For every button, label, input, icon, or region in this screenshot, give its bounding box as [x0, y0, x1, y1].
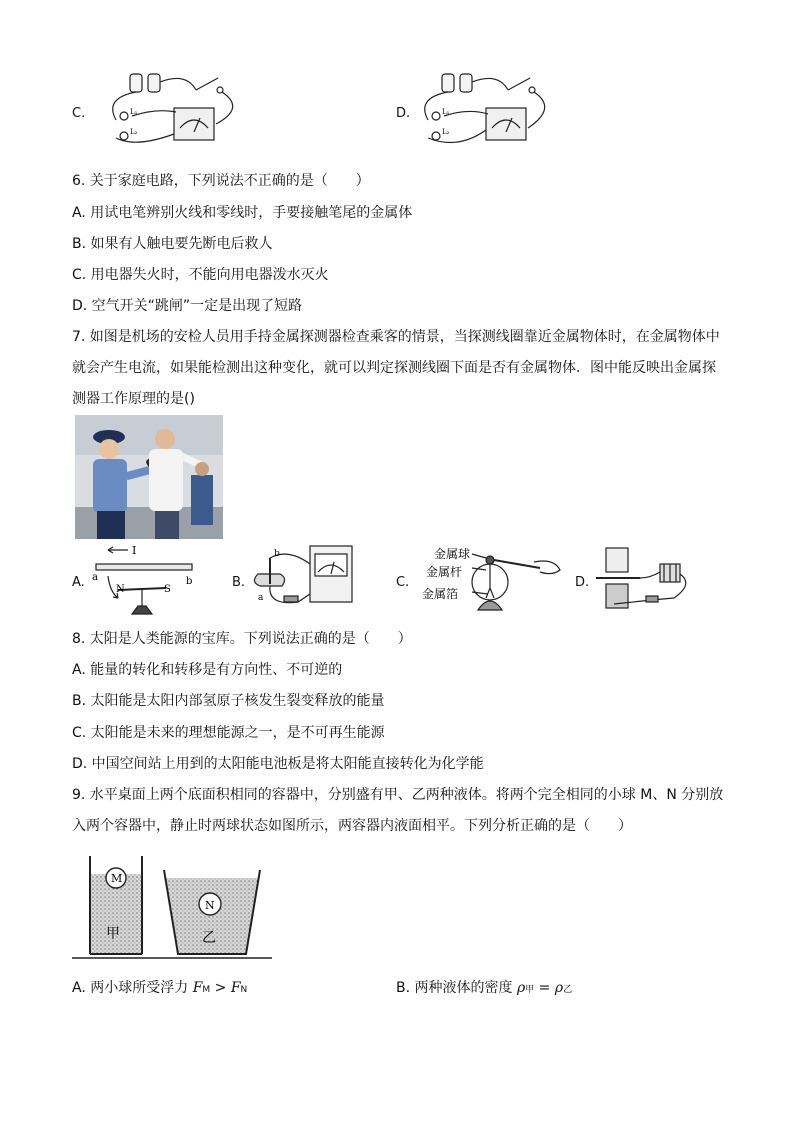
- pole-s-label: S: [164, 584, 171, 595]
- liquid-jia-label: 甲: [106, 926, 120, 942]
- q8-stem: 8. 太阳是人类能源的宝库。下列说法正确的是（ ）: [72, 631, 412, 647]
- subscript-n: N: [240, 985, 248, 995]
- density-symbol: ρ: [516, 980, 526, 996]
- q9-option-a: [72, 979, 247, 999]
- q7-diagram-c-electroscope: [414, 540, 564, 616]
- q7-diagram-d-motor: [594, 544, 698, 614]
- q9-option-b-text: B. 两种液体的密度: [396, 980, 517, 996]
- q5-circuit-diagram-c: [96, 68, 246, 152]
- subscript-m: M: [202, 985, 211, 995]
- metal-ball-label: 金属球: [434, 547, 471, 561]
- q5-option-c-label: C.: [72, 106, 86, 121]
- liquid-yi-label: 乙: [202, 930, 216, 946]
- current-label: I: [132, 544, 137, 557]
- security-check-photo: [75, 415, 223, 539]
- subscript-yi: 乙: [563, 985, 573, 995]
- density-symbol: ρ: [554, 980, 564, 996]
- q9-stem-line1: 9. 水平桌面上两个底面积相同的容器中，分别盛有甲、乙两种液体。将两个完全相同的小球 M、N 分别放: [72, 787, 724, 803]
- q7-option-b-label: B.: [232, 575, 246, 590]
- q6-option-d: D. 空气开关“跳闸”一定是出现了短路: [72, 298, 303, 314]
- q7-diagram-a-oersted: [88, 542, 200, 620]
- ball-m-label: M: [111, 872, 123, 885]
- force-symbol: F: [192, 980, 203, 996]
- q9-containers-diagram: [72, 852, 282, 962]
- q7-option-c-label: C.: [396, 575, 410, 590]
- q8-option-c: C. 太阳能是未来的理想能源之一，是不可再生能源: [72, 725, 385, 741]
- q7-option-d-label: D.: [575, 575, 590, 590]
- q8-option-b: B. 太阳能是太阳内部氢原子核发生裂变释放的能量: [72, 693, 385, 709]
- end-a-label: a: [92, 572, 98, 583]
- q8-option-a: A. 能量的转化和转移是有方向性、不可逆的: [72, 662, 343, 678]
- q9-option-b: [396, 979, 572, 999]
- q7-option-a-label: A.: [72, 575, 85, 590]
- bulb-l2-label: L₂: [130, 128, 138, 136]
- q6-option-a: A. 用试电笔辨别火线和零线时，手要接触笔尾的金属体: [72, 205, 413, 221]
- q6-option-c: C. 用电器失火时，不能向用电器泼水灭火: [72, 267, 329, 283]
- equals-sign: =: [534, 980, 555, 996]
- subscript-jia: 甲: [525, 985, 535, 995]
- bulb-l1-label: L₁: [442, 108, 450, 116]
- q7-stem-line2: 就会产生电流，如果能检测出这种变化，就可以判定探测线圈下面是否有金属物体．图中能反映出金属探: [72, 360, 716, 376]
- q6-stem: 6. 关于家庭电路，下列说法不正确的是（ ）: [72, 173, 370, 189]
- q7-stem-line3: 测器工作原理的是(): [72, 391, 195, 407]
- q5-option-d-label: D.: [396, 106, 411, 121]
- pole-n-label: N: [116, 584, 125, 595]
- end-b-label: b: [186, 576, 193, 587]
- q9-stem-line2: 入两个容器中，静止时两球状态如图所示，两容器内液面相平。下列分析正确的是（ ）: [72, 818, 632, 834]
- q7-stem-line1: 7. 如图是机场的安检人员用手持金属探测器检查乘客的情景，当探测线圈靠近金属物体时，在金属物体中: [72, 329, 720, 345]
- ball-n-label: N: [205, 899, 215, 912]
- bulb-l2-label: L₂: [442, 128, 450, 136]
- bulb-l1-label: L₁: [130, 108, 138, 116]
- end-b-label: b: [274, 549, 280, 559]
- metal-rod-label: 金属杆: [426, 565, 463, 579]
- q9-option-a-text: A. 两小球所受浮力: [72, 980, 193, 996]
- q5-circuit-diagram-d: [408, 68, 558, 152]
- q6-option-b: B. 如果有人触电要先断电后救人: [72, 236, 273, 252]
- greater-than-sign: >: [210, 980, 231, 996]
- metal-foil-label: 金属箔: [422, 587, 459, 601]
- force-symbol: F: [230, 980, 241, 996]
- q7-diagram-b-induction: [248, 544, 358, 610]
- end-a-label: a: [258, 593, 264, 603]
- q8-option-d: D. 中国空间站上用到的太阳能电池板是将太阳能直接转化为化学能: [72, 756, 484, 772]
